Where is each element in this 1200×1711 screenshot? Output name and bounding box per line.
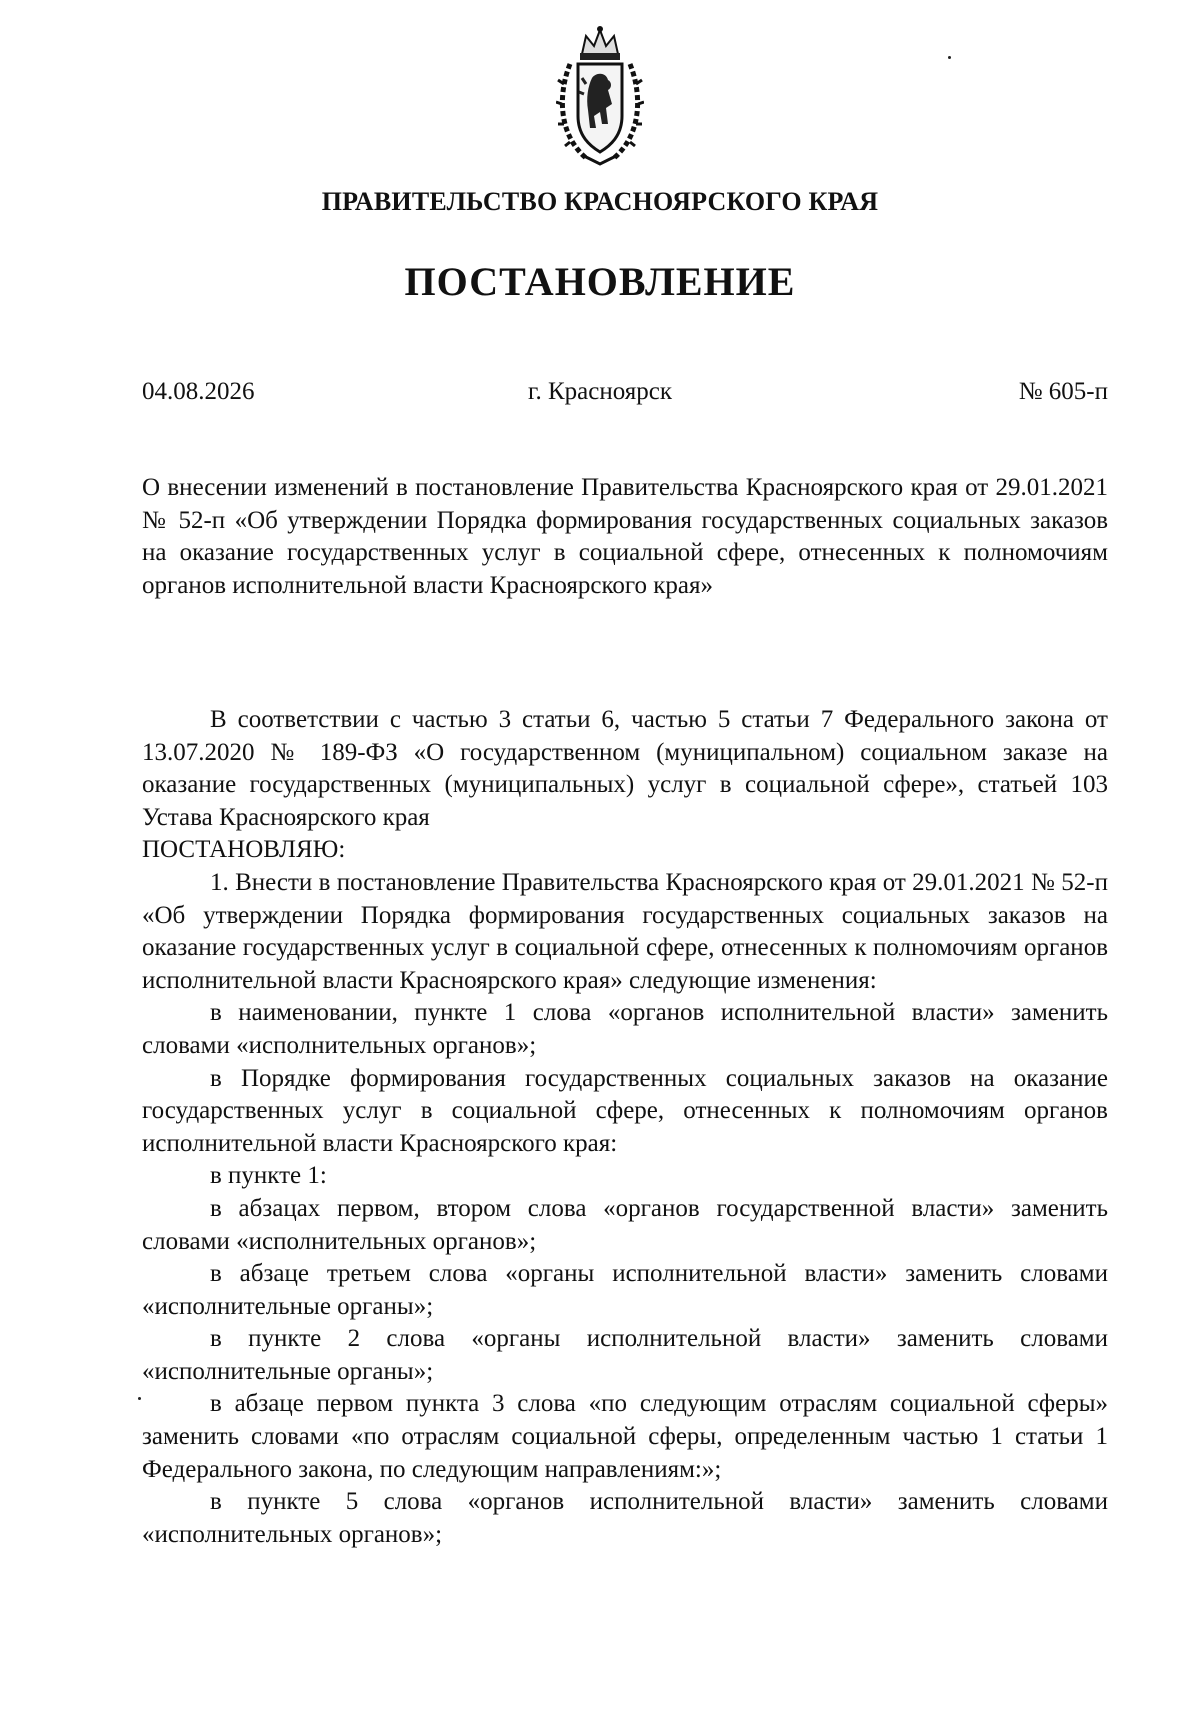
body-paragraph: в абзаце третьем слова «органы исполнительной власти» заменить словами «исполнительные органы»;	[142, 1260, 1108, 1320]
document-body	[142, 704, 1108, 1551]
body-paragraph: в наименовании, пункте 1 слова «органов исполнительной власти» заменить словами «исполнительных органов»;	[142, 999, 1108, 1059]
body-paragraph: в абзаце первом пункта 3 слова «по следующим отраслям социальной сферы» заменить словами «по отраслям социальной сферы, определенным частью 1 статьи 1 Федерального закона, по следующим направлениям:»;	[142, 1390, 1108, 1483]
document-type-title: ПОСТАНОВЛЕНИЕ	[404, 259, 796, 304]
preamble: В соответствии с частью 3 статьи 6, частью 5 статьи 7 Федерального закона от 13.07.2020 № 189-ФЗ «О государственном (муниципальном) социальном заказе на оказание государственных (муниципальных) услуг в социальной сфере», статьей 103 Устава Красноярского края	[142, 706, 1108, 831]
document-number: № 605-п	[1018, 378, 1108, 405]
document-city: г. Красноярск	[528, 378, 672, 405]
organization-title: ПРАВИТЕЛЬСТВО КРАСНОЯРСКОГО КРАЯ	[321, 187, 879, 216]
scan-speck	[948, 56, 951, 59]
document-date: 04.08.2026	[142, 378, 255, 405]
body-paragraph: в пункте 2 слова «органы исполнительной власти» заменить словами «исполнительные органы»;	[142, 1325, 1108, 1385]
coat-of-arms-icon	[556, 24, 644, 168]
document-subject: О внесении изменений в постановление Правительства Красноярского края от 29.01.2021 № 52-п «Об утверждении Порядка формирования государственных социальных заказов на оказание государственных услуг в социальной сфере, отнесенных к полномочиям органов исполнительной власти Красноярского края»	[142, 474, 1108, 599]
body-paragraph: в пункте 1:	[210, 1162, 327, 1190]
body-paragraph: в Порядке формирования государственных социальных заказов на оказание государственных услуг в социальной сфере, отнесенных к полномочиям органов исполнительной власти Красноярского края:	[142, 1064, 1108, 1157]
body-paragraph: в пункте 5 слова «органов исполнительной власти» заменить словами «исполнительных органов»;	[142, 1488, 1108, 1548]
scan-speck	[138, 1397, 141, 1400]
decree-word: ПОСТАНОВЛЯЮ:	[142, 836, 346, 864]
body-paragraph: в абзацах первом, втором слова «органов государственной власти» заменить словами «исполнительных органов»;	[142, 1194, 1108, 1255]
body-paragraph: 1. Внести в постановление Правительства Красноярского края от 29.01.2021 № 52-п «Об утверждении Порядка формирования государственных социальных заказов на оказание государственных услуг в социальной сфере, отнесенных к полномочиям органов исполнительной власти Красноярского края» следующие изменения:	[142, 868, 1108, 994]
